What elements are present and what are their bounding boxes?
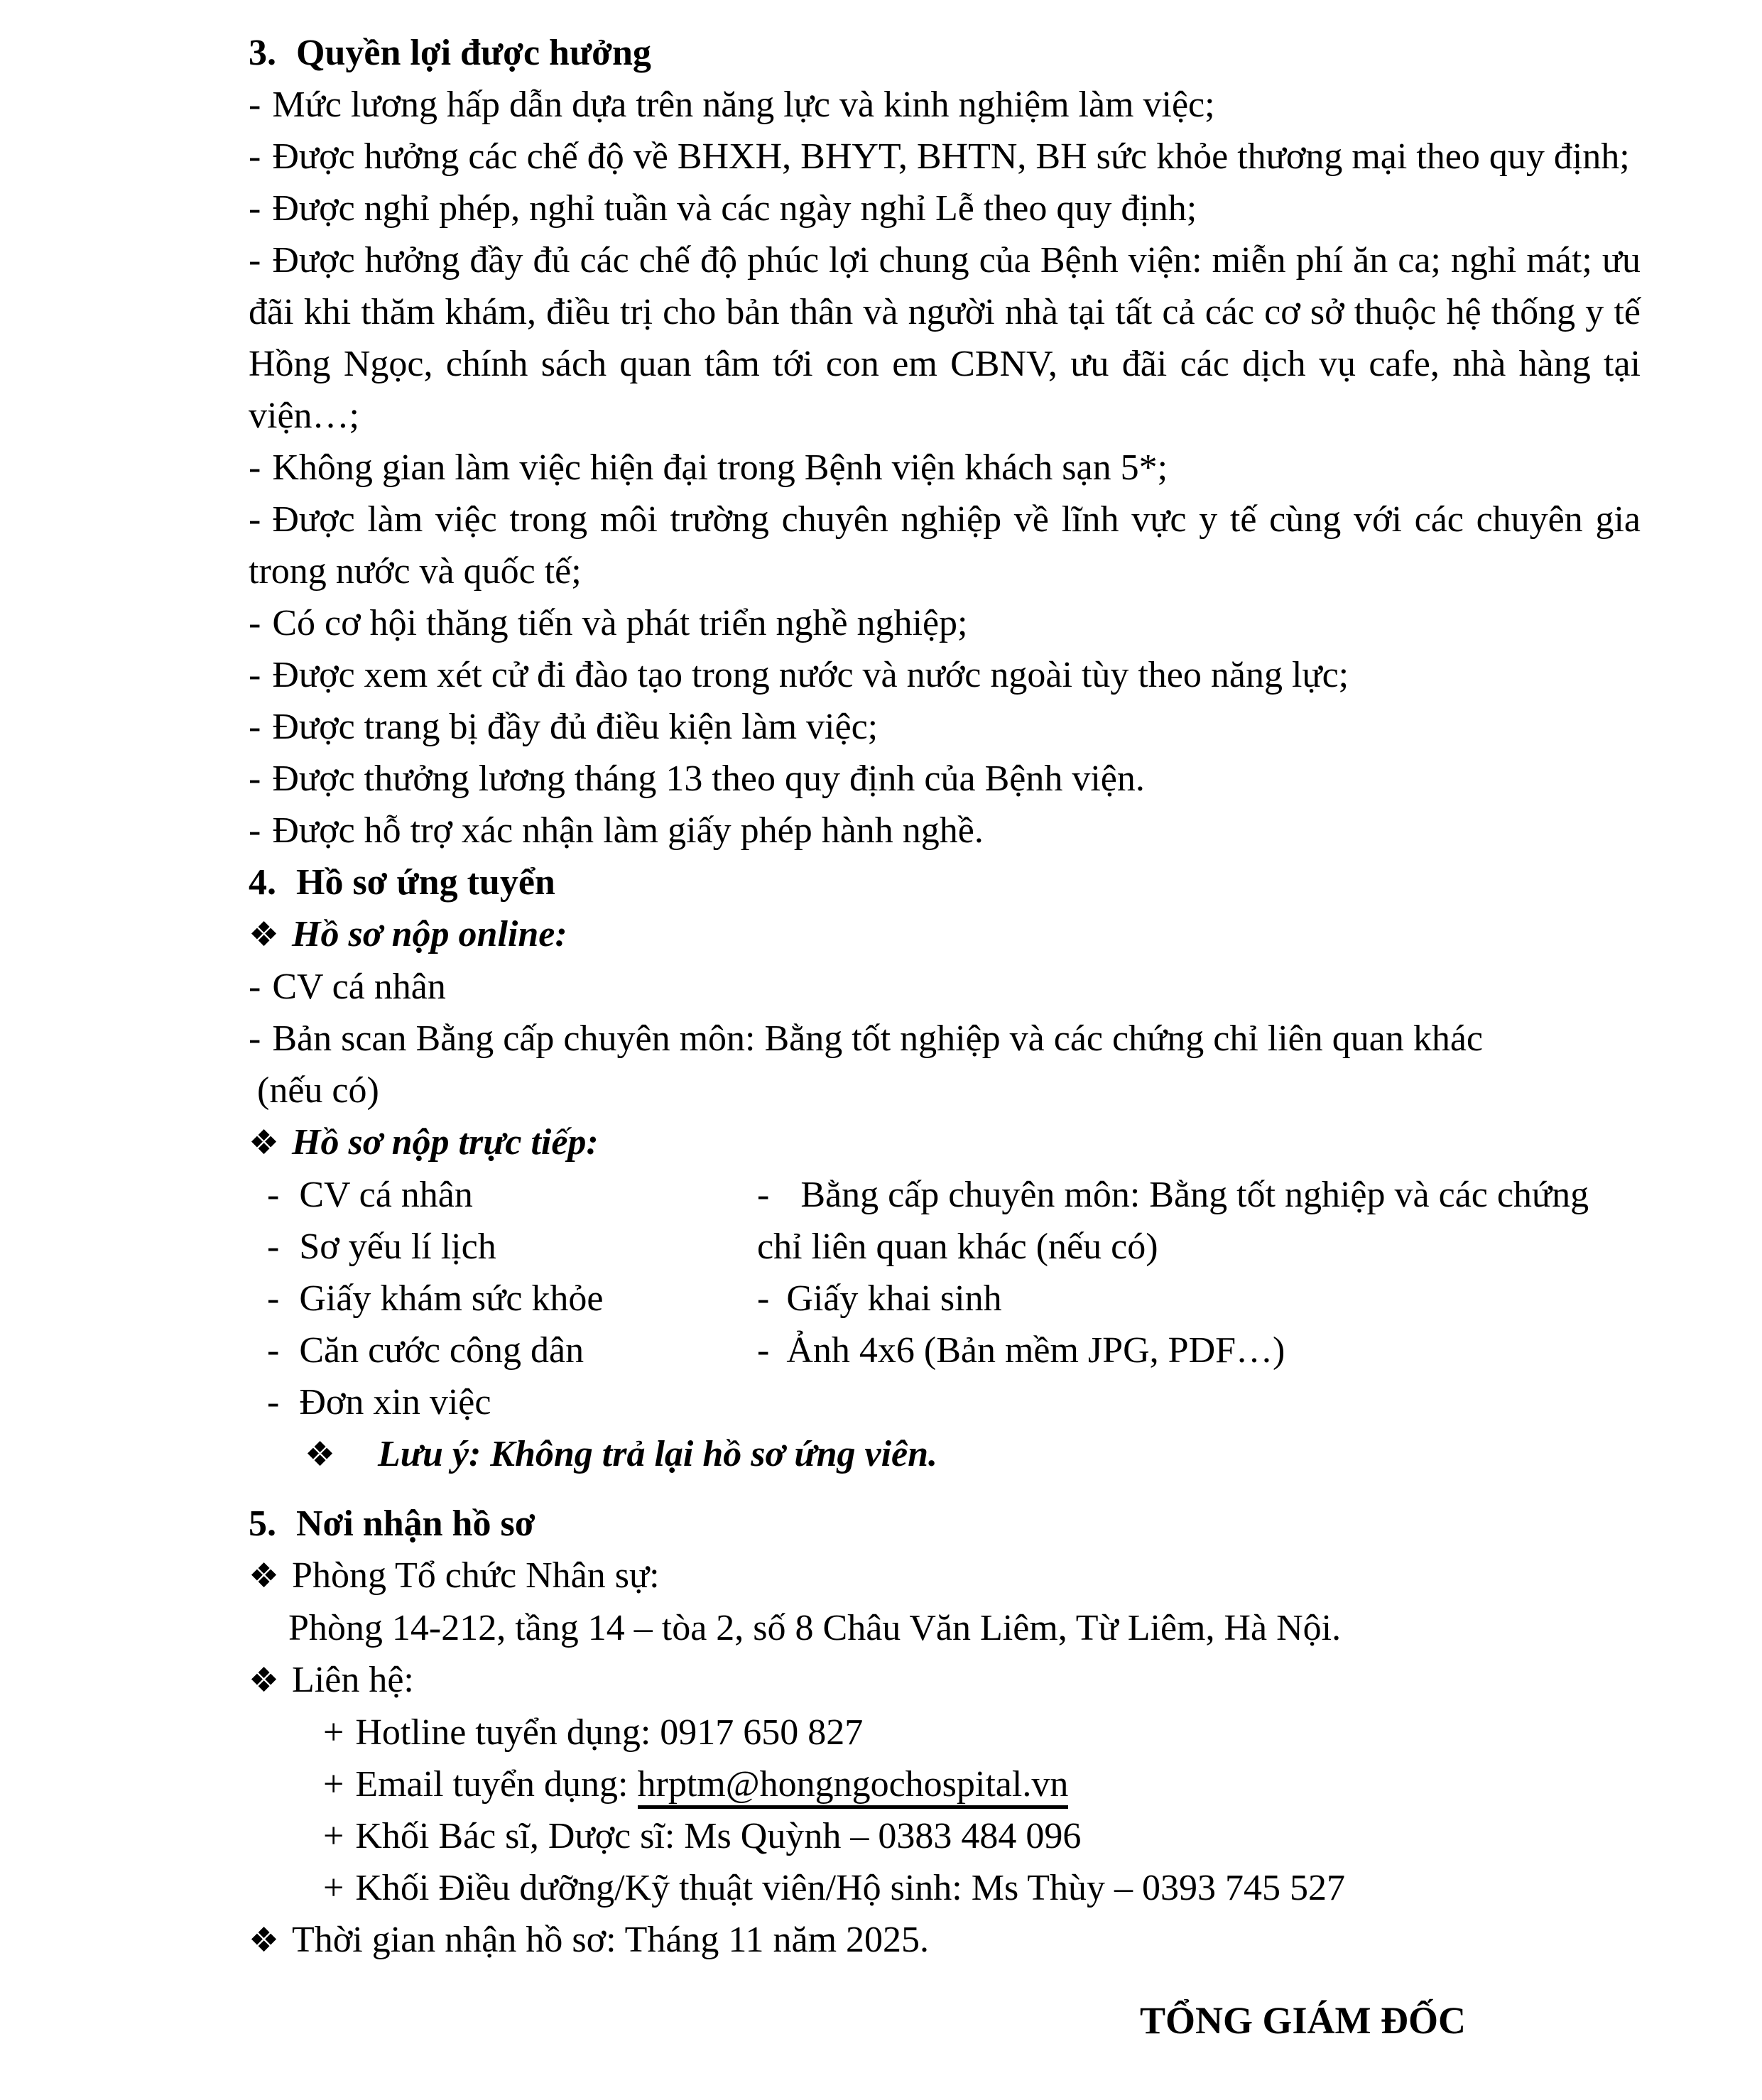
dash-bullet: - bbox=[249, 1018, 261, 1059]
direct-doc-right bbox=[757, 1376, 1641, 1428]
benefit-text: Được xem xét cử đi đào tạo trong nước và nước ngoài tùy theo năng lực; bbox=[272, 655, 1349, 695]
dash-bullet: - bbox=[267, 1278, 280, 1319]
direct-doc-right bbox=[757, 1169, 1641, 1221]
dash-bullet: - bbox=[249, 447, 261, 488]
dash-bullet: - bbox=[249, 758, 261, 799]
online-doc-text: (nếu có) bbox=[257, 1070, 379, 1111]
online-doc-text: CV cá nhân bbox=[272, 967, 446, 1007]
deadline-text: Thời gian nhận hồ sơ: Tháng 11 năm 2025. bbox=[292, 1920, 930, 1960]
benefit-item bbox=[249, 79, 1641, 131]
dash-bullet: - bbox=[267, 1175, 280, 1215]
diamond-bullet-icon: ❖ bbox=[305, 1435, 336, 1474]
online-docs-heading bbox=[249, 908, 1641, 961]
section5-heading bbox=[249, 1498, 1641, 1550]
direct-docs-heading bbox=[249, 1116, 1641, 1169]
benefit-text: Được nghỉ phép, nghỉ tuần và các ngày nghỉ Lễ theo quy định; bbox=[272, 188, 1197, 229]
note-line bbox=[249, 1428, 1641, 1481]
hr-office-text: Phòng Tổ chức Nhân sự: bbox=[292, 1555, 660, 1596]
dash-bullet: - bbox=[249, 810, 261, 851]
nurse-contact-line bbox=[249, 1862, 1641, 1914]
section3-title: Quyền lợi được hưởng bbox=[296, 33, 651, 73]
dash-bullet: - bbox=[249, 240, 261, 281]
benefit-item bbox=[249, 234, 1641, 442]
section5-number: 5. bbox=[249, 1503, 276, 1544]
online-docs-heading-text: Hồ sơ nộp online: bbox=[292, 914, 567, 954]
plus-bullet: + bbox=[323, 1712, 344, 1753]
benefit-text: Được hỗ trợ xác nhận làm giấy phép hành nghề. bbox=[272, 810, 984, 851]
hotline-text: Hotline tuyển dụng: 0917 650 827 bbox=[355, 1712, 864, 1753]
doctor-contact-text: Khối Bác sĩ, Dược sĩ: Ms Quỳnh – 0383 484 096 bbox=[355, 1816, 1082, 1856]
benefit-text: Được hưởng đầy đủ các chế độ phúc lợi chung của Bệnh viện: miễn phí ăn ca; nghỉ mát; ưu đãi khi thăm khám, điều trị cho bản thân và người nhà tại tất cả các cơ sở thuộc hệ thống y tế Hồng Ngọc, chính sách quan tâm tới con em CBNV, ưu đãi các dịch vụ cafe, nhà hàng tại viện…; bbox=[249, 240, 1641, 436]
direct-doc-text: chỉ liên quan khác (nếu có) bbox=[757, 1226, 1158, 1267]
doctor-contact-line bbox=[249, 1810, 1641, 1862]
benefit-item bbox=[249, 442, 1641, 494]
benefit-item bbox=[249, 131, 1641, 183]
direct-doc-row bbox=[249, 1169, 1641, 1221]
online-doc-text: Bản scan Bằng cấp chuyên môn: Bằng tốt nghiệp và các chứng chỉ liên quan khác bbox=[272, 1018, 1483, 1059]
plus-bullet: + bbox=[323, 1816, 344, 1856]
direct-doc-right bbox=[757, 1324, 1641, 1376]
direct-doc-right bbox=[757, 1221, 1641, 1273]
direct-doc-left bbox=[249, 1221, 757, 1273]
direct-doc-row bbox=[249, 1376, 1641, 1428]
benefit-text: Được thưởng lương tháng 13 theo quy định của Bệnh viện. bbox=[272, 758, 1145, 799]
dash-bullet: - bbox=[757, 1175, 770, 1215]
contact-heading-text: Liên hệ: bbox=[292, 1660, 414, 1700]
hr-office-line bbox=[249, 1550, 1641, 1602]
direct-doc-left bbox=[249, 1376, 757, 1428]
diamond-bullet-icon: ❖ bbox=[249, 915, 280, 954]
direct-doc-text: CV cá nhân bbox=[299, 1175, 473, 1215]
section4-title: Hồ sơ ứng tuyển bbox=[296, 862, 555, 903]
section5-title: Nơi nhận hồ sơ bbox=[296, 1503, 535, 1544]
online-doc-item bbox=[249, 961, 1641, 1013]
benefit-text: Được làm việc trong môi trường chuyên nghiệp về lĩnh vực y tế cùng với các chuyên gia trong nước và quốc tế; bbox=[249, 499, 1641, 592]
dash-bullet: - bbox=[249, 85, 261, 125]
nurse-contact-text: Khối Điều dưỡng/Kỹ thuật viên/Hộ sinh: Ms Thùy – 0393 745 527 bbox=[355, 1868, 1346, 1908]
section3-heading bbox=[249, 27, 1641, 79]
benefit-item bbox=[249, 494, 1641, 597]
address-line bbox=[249, 1602, 1641, 1654]
benefit-text: Mức lương hấp dẫn dựa trên năng lực và kinh nghiệm làm việc; bbox=[272, 85, 1215, 125]
deadline-line bbox=[249, 1914, 1641, 1966]
direct-doc-text: Giấy khai sinh bbox=[786, 1278, 1002, 1319]
email-label: Email tuyển dụng: bbox=[355, 1764, 629, 1805]
note-text: Lưu ý: Không trả lại hồ sơ ứng viên. bbox=[378, 1434, 938, 1474]
diamond-bullet-icon: ❖ bbox=[249, 1920, 280, 1960]
direct-doc-right bbox=[757, 1273, 1641, 1324]
benefit-item bbox=[249, 183, 1641, 234]
direct-doc-row bbox=[249, 1273, 1641, 1324]
dash-bullet: - bbox=[249, 707, 261, 747]
direct-doc-text: Ảnh 4x6 (Bản mềm JPG, PDF…) bbox=[786, 1330, 1285, 1371]
direct-doc-text: Giấy khám sức khỏe bbox=[299, 1278, 604, 1319]
dash-bullet: - bbox=[757, 1330, 770, 1371]
dash-bullet: - bbox=[249, 188, 261, 229]
direct-docs-heading-text: Hồ sơ nộp trực tiếp: bbox=[292, 1122, 599, 1163]
dash-bullet: - bbox=[757, 1278, 770, 1319]
direct-doc-text: Căn cước công dân bbox=[299, 1330, 584, 1371]
address-text: Phòng 14-212, tầng 14 – tòa 2, số 8 Châu Văn Liêm, Từ Liêm, Hà Nội. bbox=[288, 1608, 1342, 1648]
direct-doc-row bbox=[249, 1221, 1641, 1273]
email-link[interactable]: hrptm@hongngochospital.vn bbox=[638, 1764, 1069, 1809]
section4-heading bbox=[249, 856, 1641, 908]
dash-bullet: - bbox=[249, 603, 261, 643]
benefit-item bbox=[249, 753, 1641, 805]
benefit-item bbox=[249, 701, 1641, 753]
benefit-item bbox=[249, 649, 1641, 701]
direct-doc-left bbox=[249, 1273, 757, 1324]
hotline-line bbox=[249, 1707, 1641, 1758]
direct-doc-row bbox=[249, 1324, 1641, 1376]
benefit-text: Không gian làm việc hiện đại trong Bệnh viện khách sạn 5*; bbox=[272, 447, 1168, 488]
direct-doc-left bbox=[249, 1324, 757, 1376]
direct-doc-left bbox=[249, 1169, 757, 1221]
benefit-text: Có cơ hội thăng tiến và phát triển nghề nghiệp; bbox=[272, 603, 968, 643]
dash-bullet: - bbox=[267, 1330, 280, 1371]
signature-title: TỔNG GIÁM ĐỐC bbox=[1140, 1999, 1466, 2042]
dash-bullet: - bbox=[267, 1226, 280, 1267]
online-doc-item-continued bbox=[249, 1065, 1641, 1116]
email-line bbox=[249, 1758, 1641, 1810]
plus-bullet: + bbox=[323, 1868, 344, 1908]
direct-doc-text: Bằng cấp chuyên môn: Bằng tốt nghiệp và các chứng bbox=[800, 1175, 1589, 1215]
benefit-item bbox=[249, 597, 1641, 649]
diamond-bullet-icon: ❖ bbox=[249, 1660, 280, 1700]
contact-heading-line bbox=[249, 1654, 1641, 1707]
section4-number: 4. bbox=[249, 862, 276, 903]
direct-doc-text: Đơn xin việc bbox=[299, 1382, 491, 1422]
benefit-text: Được trang bị đầy đủ điều kiện làm việc; bbox=[272, 707, 879, 747]
plus-bullet: + bbox=[323, 1764, 344, 1805]
dash-bullet: - bbox=[249, 967, 261, 1007]
online-doc-item bbox=[249, 1013, 1641, 1065]
benefit-text: Được hưởng các chế độ về BHXH, BHYT, BHTN, BH sức khỏe thương mại theo quy định; bbox=[272, 136, 1630, 177]
section3-number: 3. bbox=[249, 33, 276, 73]
benefit-item bbox=[249, 805, 1641, 856]
dash-bullet: - bbox=[249, 655, 261, 695]
direct-doc-text: Sơ yếu lí lịch bbox=[299, 1226, 496, 1267]
diamond-bullet-icon: ❖ bbox=[249, 1123, 280, 1163]
dash-bullet: - bbox=[267, 1382, 280, 1422]
dash-bullet: - bbox=[249, 499, 261, 540]
dash-bullet: - bbox=[249, 136, 261, 177]
diamond-bullet-icon: ❖ bbox=[249, 1556, 280, 1596]
